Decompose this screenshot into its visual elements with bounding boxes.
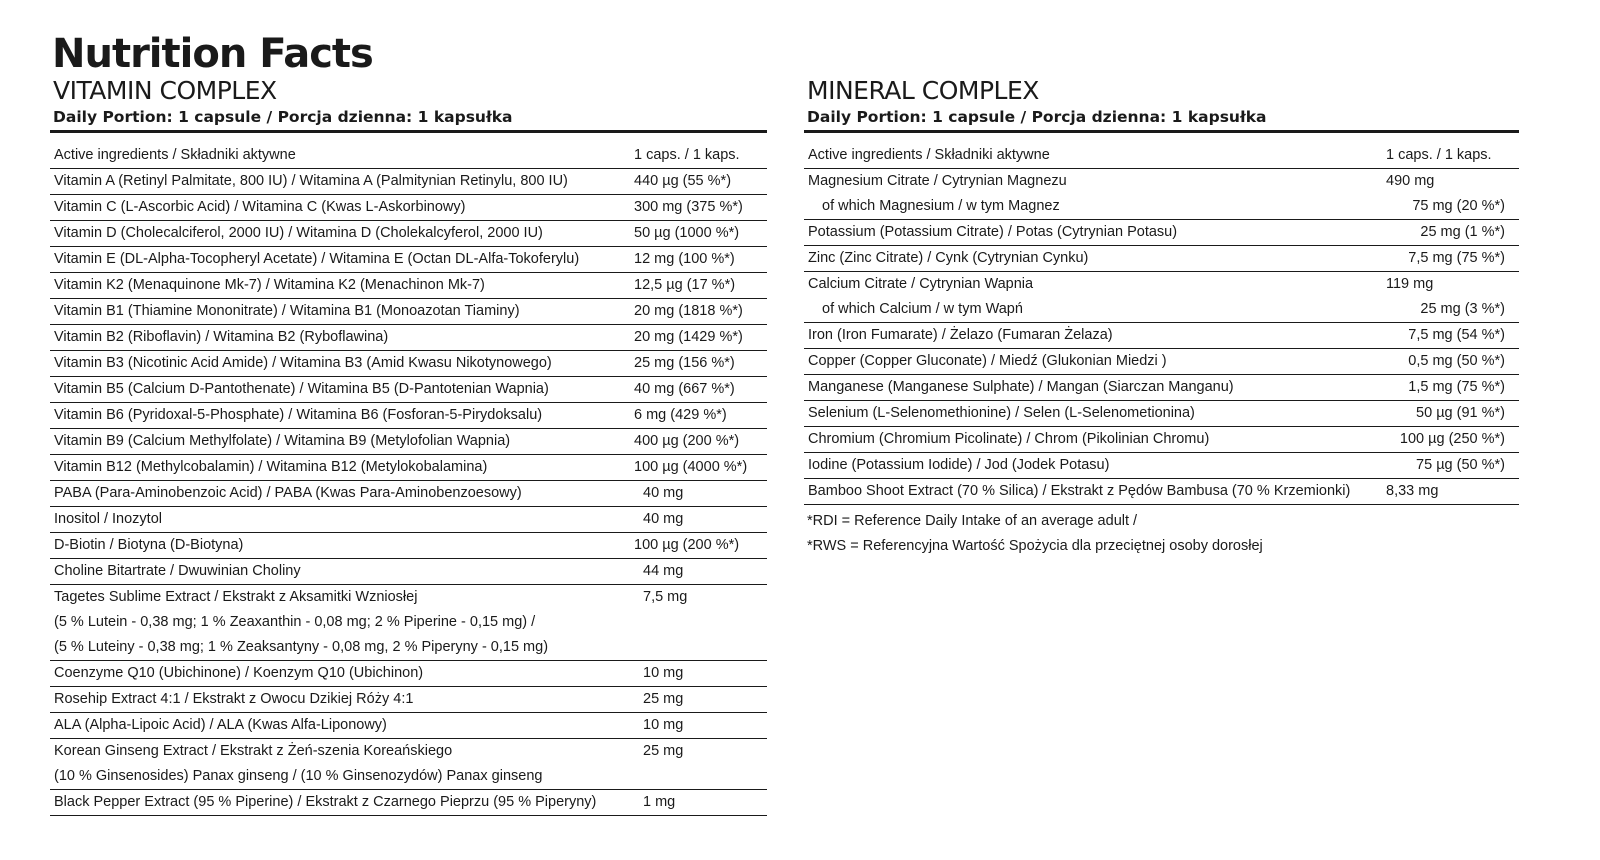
amount-cell: 300 mg (375 %*) <box>620 195 767 221</box>
ingredient-cell <box>50 299 620 325</box>
table-row <box>804 246 1519 272</box>
table-row <box>50 507 767 533</box>
ingredient-line: Vitamin C (L-Ascorbic Acid) / Witamina C (Kwas L-Askorbinowy) <box>54 199 466 215</box>
ingredient-line: Vitamin B1 (Thiamine Mononitrate) / Witamina B1 (Monoazotan Tiaminy) <box>54 303 520 319</box>
amount-cell: 25 mg <box>620 687 767 713</box>
table-row <box>804 323 1519 349</box>
amount-cell: 8,33 mg <box>1372 479 1519 505</box>
amount-cell: 6 mg (429 %*) <box>620 403 767 429</box>
vitamin-daily-portion: Daily Portion: 1 capsule / Porcja dzienna: 1 kapsułka <box>53 108 513 126</box>
table-row <box>804 427 1519 453</box>
ingredient-line: Coenzyme Q10 (Ubichinone) / Koenzym Q10 (Ubichinon) <box>54 665 424 681</box>
ingredient-cell <box>50 507 620 533</box>
amount-cell: 40 mg <box>620 507 767 533</box>
amount-cell: 490 mg <box>1386 173 1435 189</box>
footnote-rws: *RWS = Referencyjna Wartość Spożycia dla przeciętnej osoby dorosłej <box>807 538 1263 554</box>
table-sub-row <box>804 194 1519 220</box>
table-row <box>50 247 767 273</box>
vitamin-complex-heading: VITAMIN COMPLEX <box>53 76 277 105</box>
ingredient-cell <box>50 585 620 661</box>
amount-cell: 7,5 mg <box>620 585 767 661</box>
table-row <box>50 455 767 481</box>
mineral-complex-panel <box>804 76 1519 559</box>
ingredient-cell: Selenium (L-Selenomethionine) / Selen (L-Selenometionina) <box>804 401 1372 427</box>
ingredient-cell <box>50 325 620 351</box>
ingredient-cell <box>50 455 620 481</box>
table-header-row <box>804 143 1519 169</box>
ingredient-cell: Iron (Iron Fumarate) / Żelazo (Fumaran Żelaza) <box>804 323 1372 349</box>
ingredient-line: Vitamin B6 (Pyridoxal-5-Phosphate) / Witamina B6 (Fosforan-5-Pirydoksalu) <box>54 407 543 423</box>
ingredient-cell <box>50 713 620 739</box>
ingredient-cell <box>50 273 620 299</box>
ingredient-cell: Manganese (Manganese Sulphate) / Mangan (Siarczan Manganu) <box>804 375 1372 401</box>
table-row <box>50 661 767 687</box>
ingredient-cell <box>50 661 620 687</box>
ingredient-line: (5 % Lutein - 0,38 mg; 1 % Zeaxanthin - 0,08 mg; 2 % Piperine - 0,15 mg) / <box>54 614 536 630</box>
table-row <box>50 585 767 661</box>
ingredient-line: (10 % Ginsenosides) Panax ginseng / (10 % Ginsenozydów) Panax ginseng <box>54 768 543 784</box>
amount-cell: 50 µg (1000 %*) <box>620 221 767 247</box>
table-row <box>50 559 767 585</box>
ingredient-line: ALA (Alpha-Lipoic Acid) / ALA (Kwas Alfa-Liponowy) <box>54 717 387 733</box>
amount-cell: 50 µg (91 %*) <box>1372 401 1519 427</box>
table-row <box>50 739 767 790</box>
ingredient-line: PABA (Para-Aminobenzoic Acid) / PABA (Kwas Para-Aminobenzoesowy) <box>54 485 522 501</box>
vitamin-table <box>50 143 767 816</box>
footnotes <box>804 509 1519 559</box>
amount-cell: 20 mg (1818 %*) <box>620 299 767 325</box>
amount-cell: 1 mg <box>620 790 767 816</box>
ingredient-cell <box>50 559 620 585</box>
amount-cell: 40 mg (667 %*) <box>620 377 767 403</box>
ingredient-cell <box>50 687 620 713</box>
table-row <box>804 375 1519 401</box>
table-row <box>804 272 1519 298</box>
amount-cell: 25 mg (156 %*) <box>620 351 767 377</box>
ingredient-cell: Iodine (Potassium Iodide) / Jod (Jodek Potasu) <box>804 453 1372 479</box>
ingredient-line: Korean Ginseng Extract / Ekstrakt z Żeń-szenia Koreańskiego <box>54 743 453 759</box>
mineral-daily-portion: Daily Portion: 1 capsule / Porcja dzienna: 1 kapsułka <box>807 108 1267 126</box>
ingredient-line: Tagetes Sublime Extract / Ekstrakt z Aksamitki Wzniosłej <box>54 589 418 605</box>
amount-cell: 44 mg <box>620 559 767 585</box>
ingredient-line: Black Pepper Extract (95 % Piperine) / Ekstrakt z Czarnego Pieprzu (95 % Piperyny) <box>54 794 597 810</box>
ingredient-line: Choline Bitartrate / Dwuwinian Choliny <box>54 563 301 579</box>
amount-cell: 10 mg <box>620 713 767 739</box>
ingredient-line: Vitamin K2 (Menaquinone Mk-7) / Witamina K2 (Menachinon Mk-7) <box>54 277 485 293</box>
amount-cell: 7,5 mg (75 %*) <box>1372 246 1519 272</box>
amount-cell: 12,5 µg (17 %*) <box>620 273 767 299</box>
page-title: Nutrition Facts <box>52 31 373 77</box>
table-row <box>50 713 767 739</box>
table-row <box>804 169 1519 195</box>
amount-cell: 25 mg (1 %*) <box>1372 220 1519 246</box>
ingredient-cell: Chromium (Chromium Picolinate) / Chrom (Pikolinian Chromu) <box>804 427 1372 453</box>
ingredient-cell <box>50 221 620 247</box>
amount-cell: 119 mg <box>1386 276 1434 292</box>
ingredient-line: Vitamin D (Cholecalciferol, 2000 IU) / Witamina D (Cholekalcyferol, 2000 IU) <box>54 225 543 241</box>
amount-cell: 1,5 mg (75 %*) <box>1372 375 1519 401</box>
ingredient-cell <box>50 739 620 790</box>
column-header-amount: 1 caps. / 1 kaps. <box>1372 143 1519 169</box>
ingredient-line: Vitamin B3 (Nicotinic Acid Amide) / Witamina B3 (Amid Kwasu Nikotynowego) <box>54 355 552 371</box>
table-row <box>50 429 767 455</box>
ingredient-cell <box>50 169 620 195</box>
table-row <box>50 351 767 377</box>
table-row <box>804 349 1519 375</box>
amount-cell: 100 µg (250 %*) <box>1372 427 1519 453</box>
table-row <box>804 479 1519 505</box>
ingredient-line: Vitamin E (DL-Alpha-Tocopheryl Acetate) / Witamina E (Octan DL-Alfa-Tokoferylu) <box>54 251 580 267</box>
table-row <box>50 533 767 559</box>
sub-amount-cell: 75 mg (20 %*) <box>1372 194 1519 220</box>
mineral-table <box>804 143 1519 505</box>
ingredient-line: Rosehip Extract 4:1 / Ekstrakt z Owocu Dzikiej Róży 4:1 <box>54 691 414 707</box>
sub-ingredient-cell: of which Calcium / w tym Wapń <box>804 297 1372 323</box>
footnote-rdi: *RDI = Reference Daily Intake of an average adult / <box>807 513 1138 529</box>
amount-cell: 440 µg (55 %*) <box>620 169 767 195</box>
ingredient-line: (5 % Luteiny - 0,38 mg; 1 % Zeaksantyny - 0,08 mg, 2 % Piperyny - 0,15 mg) <box>54 639 549 655</box>
ingredient-cell: Potassium (Potassium Citrate) / Potas (Cytrynian Potasu) <box>804 220 1372 246</box>
amount-cell: 20 mg (1429 %*) <box>620 325 767 351</box>
amount-cell: 40 mg <box>620 481 767 507</box>
table-sub-row <box>804 297 1519 323</box>
column-header-ingredient: Active ingredients / Składniki aktywne <box>804 143 1372 169</box>
table-row <box>50 687 767 713</box>
table-row <box>50 195 767 221</box>
ingredient-cell: Zinc (Zinc Citrate) / Cynk (Cytrynian Cynku) <box>804 246 1372 272</box>
table-row <box>804 220 1519 246</box>
divider <box>804 130 1519 133</box>
ingredient-line: Vitamin A (Retinyl Palmitate, 800 IU) / Witamina A (Palmitynian Retinylu, 800 IU) <box>54 173 568 189</box>
table-row <box>804 453 1519 479</box>
amount-cell: 7,5 mg (54 %*) <box>1372 323 1519 349</box>
mineral-complex-heading: MINERAL COMPLEX <box>807 76 1039 105</box>
amount-cell: 75 µg (50 %*) <box>1372 453 1519 479</box>
sub-ingredient-cell: of which Magnesium / w tym Magnez <box>804 194 1372 220</box>
table-row <box>50 169 767 195</box>
table-row <box>50 377 767 403</box>
table-row <box>50 403 767 429</box>
ingredient-cell <box>50 790 620 816</box>
ingredient-cell: Calcium Citrate / Cytrynian Wapnia <box>808 276 1034 292</box>
ingredient-cell <box>50 377 620 403</box>
ingredient-cell: Copper (Copper Gluconate) / Miedź (Glukonian Miedzi ) <box>804 349 1372 375</box>
ingredient-cell <box>50 429 620 455</box>
ingredient-cell <box>50 403 620 429</box>
ingredient-cell: Bamboo Shoot Extract (70 % Silica) / Ekstrakt z Pędów Bambusa (70 % Krzemionki) <box>804 479 1372 505</box>
ingredient-line: Vitamin B2 (Riboflavin) / Witamina B2 (Ryboflawina) <box>54 329 389 345</box>
sub-amount-cell: 25 mg (3 %*) <box>1372 297 1519 323</box>
column-header-ingredient: Active ingredients / Składniki aktywne <box>50 143 620 169</box>
amount-cell: 400 µg (200 %*) <box>620 429 767 455</box>
ingredient-line: D-Biotin / Biotyna (D-Biotyna) <box>54 537 244 553</box>
column-header-amount: 1 caps. / 1 kaps. <box>620 143 767 169</box>
ingredient-cell <box>50 481 620 507</box>
ingredient-cell <box>50 533 620 559</box>
table-row <box>50 221 767 247</box>
ingredient-line: Vitamin B9 (Calcium Methylfolate) / Witamina B9 (Metylofolian Wapnia) <box>54 433 511 449</box>
ingredient-line: Vitamin B5 (Calcium D-Pantothenate) / Witamina B5 (D-Pantotenian Wapnia) <box>54 381 549 397</box>
table-header-row <box>50 143 767 169</box>
amount-cell: 0,5 mg (50 %*) <box>1372 349 1519 375</box>
amount-cell: 100 µg (4000 %*) <box>620 455 767 481</box>
divider <box>50 130 767 133</box>
ingredient-line: Vitamin B12 (Methylcobalamin) / Witamina B12 (Metylokobalamina) <box>54 459 488 475</box>
ingredient-cell <box>50 247 620 273</box>
table-row <box>50 481 767 507</box>
amount-cell: 25 mg <box>620 739 767 790</box>
amount-cell: 100 µg (200 %*) <box>620 533 767 559</box>
ingredient-line: Inositol / Inozytol <box>54 511 162 527</box>
ingredient-cell: Magnesium Citrate / Cytrynian Magnezu <box>808 173 1067 189</box>
amount-cell: 12 mg (100 %*) <box>620 247 767 273</box>
table-row <box>50 299 767 325</box>
table-row <box>50 790 767 816</box>
vitamin-complex-panel <box>50 76 767 816</box>
table-row <box>50 325 767 351</box>
amount-cell: 10 mg <box>620 661 767 687</box>
table-row <box>50 273 767 299</box>
table-row <box>804 401 1519 427</box>
ingredient-cell <box>50 195 620 221</box>
ingredient-cell <box>50 351 620 377</box>
